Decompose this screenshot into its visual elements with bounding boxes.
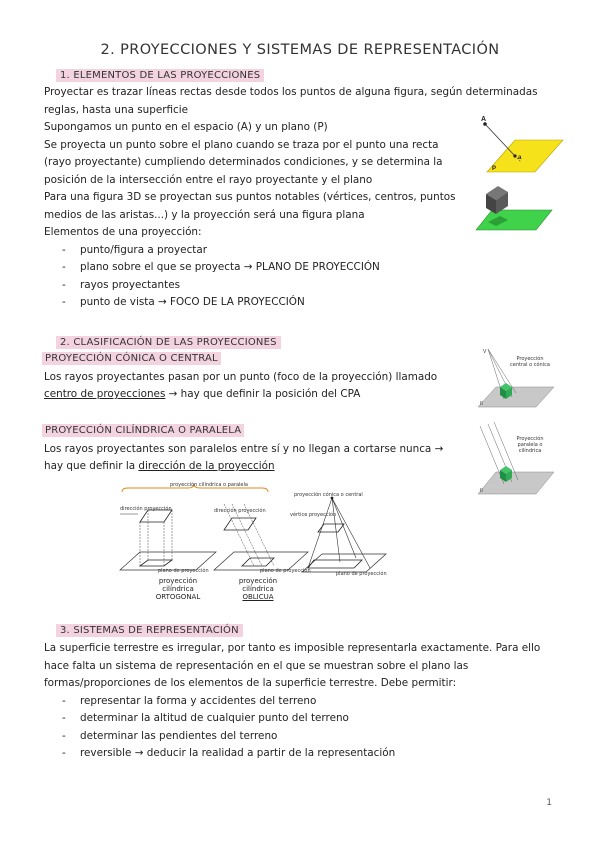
page-number: 1 (546, 798, 552, 808)
plane-p (487, 140, 563, 172)
section-1-body (44, 84, 538, 312)
section-3-body (44, 640, 540, 763)
object-oblicua (224, 518, 256, 530)
cilindrica-line-2: hay que definir la dirección de la proyección (44, 460, 275, 472)
text-line: Proyectar es trazar líneas rectas desde todos los puntos de alguna figura, según determinadas (44, 86, 538, 98)
conica-heading: PROYECCIÓN CÓNICA O CENTRAL (42, 352, 221, 365)
caption-oblicua: proyección cilíndrica OBLICUA (238, 577, 278, 601)
list-item: - rayos proyectantes (62, 278, 181, 291)
text-line: Supongamos un punto en el espacio (A) y un plano (P) (44, 121, 328, 133)
projection-a-label: a (518, 155, 522, 161)
text-line: (rayo proyectante) cumpliendo determinados condiciones, y se determina la (44, 156, 443, 168)
bracket-label: proyección cilíndrica o paralela (170, 482, 248, 488)
projection-ortogonal (140, 560, 172, 566)
point-a-label: A (481, 116, 487, 123)
text-line: hace falta un sistema de representación en el que se muestran sobre el plano las (44, 659, 469, 672)
text-line: Se proyecta un punto sobre el plano cuando se traza por el punto una recta (44, 138, 439, 151)
section-3-bullets (44, 693, 540, 763)
plane-label: II (480, 401, 483, 407)
ray (332, 498, 370, 568)
centro-proyecciones-link: centro de proyecciones (44, 388, 166, 400)
caption-ortogonal: proyección cilíndrica ORTOGONAL (155, 577, 201, 601)
cube-projection-figure (474, 182, 554, 234)
green-plane (476, 210, 552, 230)
cilindrica-line-1: Los rayos proyectantes son paralelos entre sí y no llegan a cortarse nunca → (44, 443, 444, 455)
section-3-heading: 3. SISTEMAS DE REPRESENTACIÓN (56, 624, 243, 637)
dir-label-2: dirección proyección (214, 508, 266, 514)
projection-oblicua (242, 558, 274, 566)
parallel-projection-figure (474, 420, 556, 500)
list-item: - determinar las pendientes del terreno (62, 729, 278, 742)
point-a-projection (513, 154, 516, 157)
dir-label-1: dirección proyección (120, 506, 172, 512)
text-line: formas/proporciones de los elementos de la superficie terrestre. Debe permitir: (44, 677, 457, 689)
list-item: - determinar la altitud de cualquier punto del terreno (62, 712, 349, 724)
list-item: - representar la forma y accidentes del terreno (62, 694, 317, 707)
direccion-proyeccion-link: dirección de la proyección (138, 460, 275, 472)
plane-p-label: P (492, 166, 497, 172)
section-1-heading: 1. ELEMENTOS DE LAS PROYECCIONES (56, 69, 264, 82)
plane-label: II (480, 488, 483, 494)
vertex-label: V (483, 349, 487, 355)
list-item: - plano sobre el que se proyecta → PLANO DE PROYECCIÓN (62, 261, 380, 273)
cilindrica-heading: PROYECCIÓN CILÍNDRICA O PARALELA (42, 424, 244, 437)
gray-plane (478, 387, 554, 407)
text-line: La superficie terrestre es irregular, por tanto es imposible representarla exactamente. Para ello (44, 642, 541, 654)
text-line: Elementos de una proyección: (44, 226, 202, 238)
plane-label-2: plano de proyección (260, 568, 311, 574)
vertex-label: vértice proyección (290, 512, 337, 518)
point-projection-figure (465, 112, 565, 182)
list-item: - reversible → deducir la realidad a partir de la representación (62, 747, 396, 759)
list-item: - punto/figura a proyectar (62, 243, 208, 256)
section-2-heading: 2. CLASIFICACIÓN DE LAS PROYECCIONES (56, 336, 281, 349)
cilindrica-figure-caption: Proyección paralela o cilíndrica (516, 436, 544, 454)
conica-line-2: centro de proyecciones → hay que definir la posición del CPA (44, 388, 361, 400)
text-line: Para una figura 3D se proyectan sus puntos notables (vértices, centros, puntos (44, 191, 456, 203)
conica-figure-caption: Proyección central o cónica (510, 356, 550, 368)
text-line: posición de la intersección entre el rayo proyectante y el plano (44, 173, 373, 186)
projection-conica (308, 560, 362, 568)
section-1-bullets (44, 242, 538, 312)
list-item: - punto de vista → FOCO DE LA PROYECCIÓN (62, 296, 305, 308)
conica-diagram-label: proyección cónica o central (294, 492, 363, 498)
text-line: reglas, hasta una superficie (44, 103, 189, 116)
projection-types-diagram (118, 480, 388, 602)
projecting-ray (485, 124, 515, 156)
page-title: 2. PROYECCIONES Y SISTEMAS DE REPRESENTACIÓN (100, 42, 500, 58)
conica-line-1: Los rayos proyectantes pasan por un punto (foco de la proyección) llamado (44, 371, 438, 383)
plane-conica (302, 554, 386, 572)
ray (308, 498, 332, 568)
plane-label-3: plano de proyección (336, 571, 387, 577)
plane-label-1: plano de proyección (158, 568, 209, 574)
text-line: medios de las aristas...) y la proyección será una figura plana (44, 208, 365, 221)
